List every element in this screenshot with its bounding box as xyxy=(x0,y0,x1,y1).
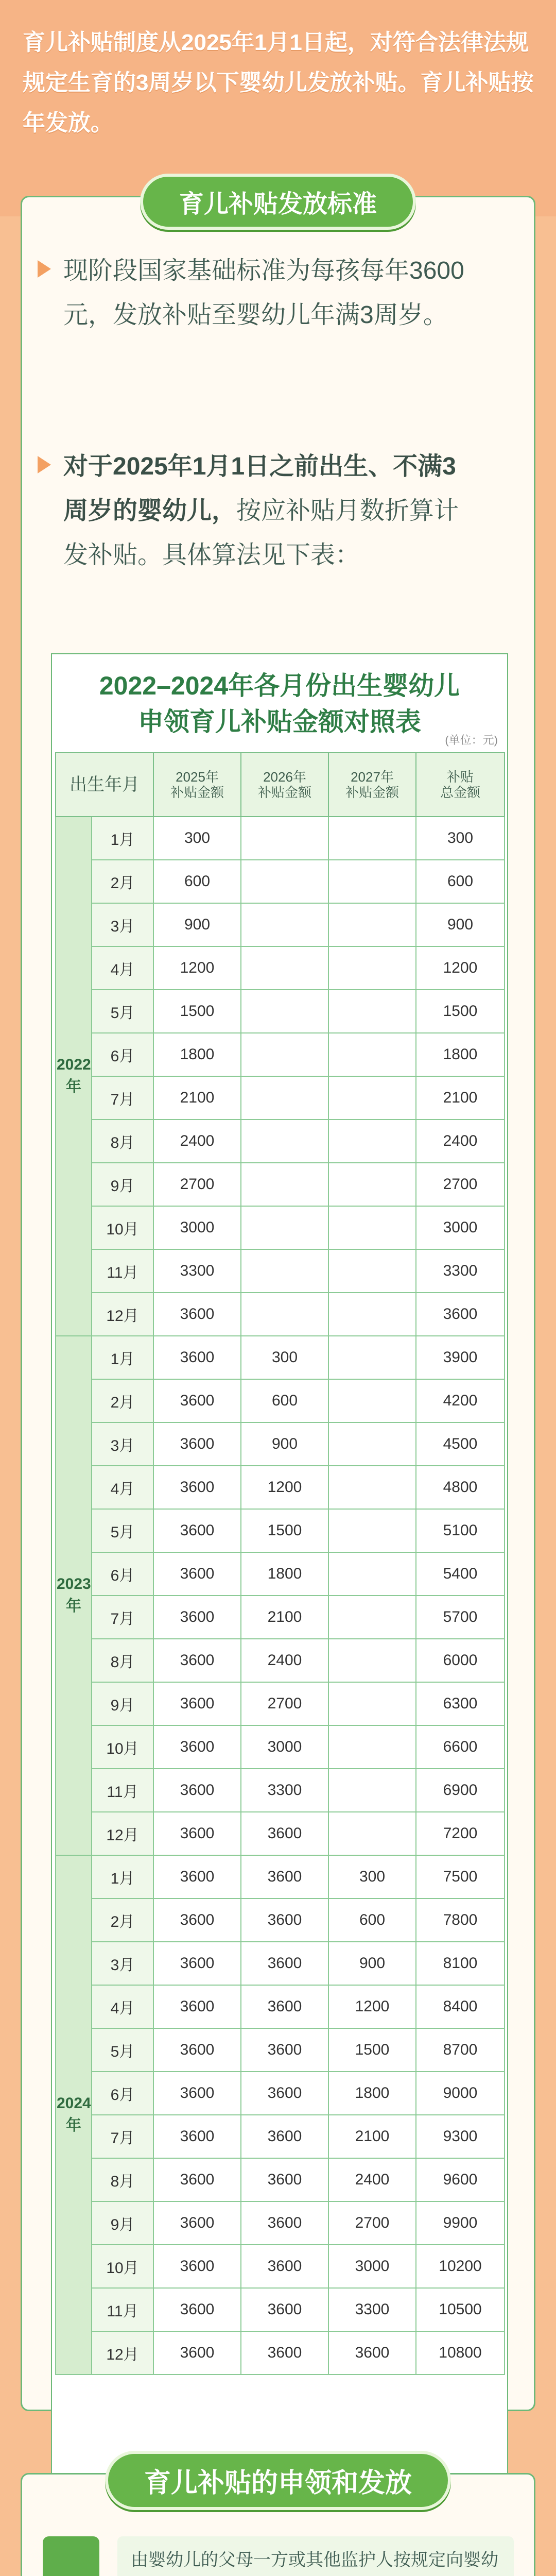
total-cell: 5400 xyxy=(416,1552,505,1596)
amount-2025-cell: 900 xyxy=(153,903,241,946)
table-row xyxy=(56,1120,505,1163)
total-cell: 6900 xyxy=(416,1769,505,1812)
standard-bullet-2-bold: 对于2025年1月1日之前出生、不满3周岁的婴幼儿， xyxy=(63,453,456,524)
amount-2026-cell: 900 xyxy=(241,1422,328,1466)
amount-2026-cell xyxy=(241,903,328,946)
amount-2025-cell: 3600 xyxy=(153,1509,241,1552)
amount-2026-cell xyxy=(241,1249,328,1293)
month-cell: 5月 xyxy=(92,990,153,1033)
table-row xyxy=(56,1163,505,1206)
amount-2027-cell: 2700 xyxy=(328,2201,416,2245)
apply-section xyxy=(21,2468,535,2576)
amount-2026-cell: 300 xyxy=(241,1336,328,1379)
month-cell: 11月 xyxy=(92,2288,153,2331)
month-cell: 12月 xyxy=(92,1293,153,1336)
month-cell: 9月 xyxy=(92,1163,153,1206)
month-cell: 6月 xyxy=(92,2072,153,2115)
intro-text: 育儿补贴制度从2025年1月1日起，对符合法律法规规定生育的3周岁以下婴幼儿发放补贴。育儿补贴按年发放。 xyxy=(23,30,534,135)
amount-2027-cell: 900 xyxy=(328,1942,416,1985)
triangle-bullet-icon xyxy=(38,260,51,278)
amount-2027-cell: 300 xyxy=(328,1855,416,1899)
apply-title: 育儿补贴的申领和发放 xyxy=(105,2451,451,2510)
amount-2025-cell: 3600 xyxy=(153,2288,241,2331)
subsidy-table xyxy=(55,752,505,2375)
month-cell: 3月 xyxy=(92,1422,153,1466)
amount-2025-cell: 1200 xyxy=(153,946,241,990)
header-total: 补贴 总金额 xyxy=(416,753,505,817)
table-row xyxy=(56,817,505,860)
amount-2025-cell: 1800 xyxy=(153,1033,241,1076)
month-cell: 1月 xyxy=(92,1336,153,1379)
month-cell: 4月 xyxy=(92,1466,153,1509)
amount-2025-cell: 2100 xyxy=(153,1076,241,1120)
total-cell: 3000 xyxy=(416,1206,505,1249)
amount-2027-cell xyxy=(328,1725,416,1769)
amount-2025-cell: 3600 xyxy=(153,2028,241,2072)
amount-2026-cell: 3600 xyxy=(241,1985,328,2028)
total-cell: 6600 xyxy=(416,1725,505,1769)
amount-2025-cell: 3600 xyxy=(153,2245,241,2288)
amount-2025-cell: 3600 xyxy=(153,1855,241,1899)
amount-2027-cell xyxy=(328,1336,416,1379)
total-cell: 9900 xyxy=(416,2201,505,2245)
amount-2026-cell: 3000 xyxy=(241,1725,328,1769)
amount-2025-cell: 3000 xyxy=(153,1206,241,1249)
table-row xyxy=(56,2115,505,2158)
total-cell: 4500 xyxy=(416,1422,505,1466)
header-2026: 2026年 补贴金额 xyxy=(241,753,328,817)
amount-2025-cell: 3600 xyxy=(153,1422,241,1466)
amount-2026-cell: 3600 xyxy=(241,1899,328,1942)
month-cell: 4月 xyxy=(92,1985,153,2028)
total-cell: 7500 xyxy=(416,1855,505,1899)
table-row xyxy=(56,2028,505,2072)
month-cell: 4月 xyxy=(92,946,153,990)
amount-2027-cell xyxy=(328,1596,416,1639)
table-row xyxy=(56,1509,505,1552)
amount-2025-cell: 3600 xyxy=(153,1942,241,1985)
table-row xyxy=(56,1293,505,1336)
amount-2025-cell: 3600 xyxy=(153,1682,241,1725)
month-cell: 1月 xyxy=(92,817,153,860)
table-title xyxy=(52,668,507,740)
amount-2026-cell xyxy=(241,817,328,860)
total-cell: 5700 xyxy=(416,1596,505,1639)
table-row xyxy=(56,1033,505,1076)
table-row xyxy=(56,2201,505,2245)
amount-2026-cell: 1200 xyxy=(241,1466,328,1509)
standard-bullet-2 xyxy=(63,445,475,578)
amount-2027-cell xyxy=(328,1422,416,1466)
table-row xyxy=(56,2331,505,2375)
amount-2026-cell: 2400 xyxy=(241,1639,328,1682)
month-cell: 11月 xyxy=(92,1249,153,1293)
table-row xyxy=(56,1899,505,1942)
amount-2025-cell: 3600 xyxy=(153,1639,241,1682)
table-title-line-1: 2022–2024年各月份出生婴幼儿 xyxy=(99,671,460,700)
amount-2025-cell: 1500 xyxy=(153,990,241,1033)
apply-tab xyxy=(43,2536,99,2576)
table-row xyxy=(56,903,505,946)
amount-2026-cell: 1500 xyxy=(241,1509,328,1552)
total-cell: 3900 xyxy=(416,1336,505,1379)
month-cell: 10月 xyxy=(92,1725,153,1769)
year-cell: 2023 年 xyxy=(56,1336,92,1855)
month-cell: 7月 xyxy=(92,2115,153,2158)
amount-2025-cell: 3600 xyxy=(153,1596,241,1639)
amount-2027-cell xyxy=(328,1509,416,1552)
amount-2027-cell xyxy=(328,1033,416,1076)
total-cell: 4800 xyxy=(416,1466,505,1509)
amount-2026-cell xyxy=(241,1033,328,1076)
amount-2027-cell xyxy=(328,903,416,946)
total-cell: 7800 xyxy=(416,1899,505,1942)
amount-2026-cell: 600 xyxy=(241,1379,328,1422)
total-cell: 7200 xyxy=(416,1812,505,1855)
amount-2026-cell xyxy=(241,1120,328,1163)
amount-2027-cell: 3300 xyxy=(328,2288,416,2331)
table-row xyxy=(56,1422,505,1466)
amount-2026-cell xyxy=(241,1163,328,1206)
month-cell: 2月 xyxy=(92,1899,153,1942)
standard-bullet-2-text: 按应补贴月数折算计发补贴。具体算法见下表： xyxy=(63,497,459,569)
amount-2026-cell xyxy=(241,1206,328,1249)
amount-2027-cell xyxy=(328,1120,416,1163)
total-cell: 5100 xyxy=(416,1509,505,1552)
amount-2025-cell: 3600 xyxy=(153,1293,241,1336)
month-cell: 7月 xyxy=(92,1596,153,1639)
amount-2026-cell: 2100 xyxy=(241,1596,328,1639)
total-cell: 2700 xyxy=(416,1163,505,1206)
month-cell: 5月 xyxy=(92,2028,153,2072)
table-row xyxy=(56,1682,505,1725)
month-cell: 8月 xyxy=(92,1120,153,1163)
table-row xyxy=(56,1466,505,1509)
table-row xyxy=(56,990,505,1033)
standard-bullet-1 xyxy=(63,249,475,337)
standard-section xyxy=(21,191,535,2411)
total-cell: 2400 xyxy=(416,1120,505,1163)
amount-2026-cell xyxy=(241,1076,328,1120)
amount-2026-cell: 3600 xyxy=(241,2245,328,2288)
amount-2026-cell: 3600 xyxy=(241,2201,328,2245)
amount-2027-cell xyxy=(328,1769,416,1812)
amount-2026-cell: 3600 xyxy=(241,2288,328,2331)
table-row xyxy=(56,1812,505,1855)
total-cell: 10800 xyxy=(416,2331,505,2375)
table-row xyxy=(56,2245,505,2288)
table-title-line-2: 申领育儿补贴金额对照表 xyxy=(138,707,421,736)
amount-2026-cell: 3600 xyxy=(241,2072,328,2115)
amount-2025-cell: 3600 xyxy=(153,1466,241,1509)
header-2027: 2027年 补贴金额 xyxy=(328,753,416,817)
amount-2026-cell: 3600 xyxy=(241,1812,328,1855)
table-row xyxy=(56,946,505,990)
month-cell: 10月 xyxy=(92,2245,153,2288)
amount-2027-cell xyxy=(328,860,416,903)
year-cell: 2024 年 xyxy=(56,1855,92,2375)
table-row xyxy=(56,1552,505,1596)
amount-2026-cell xyxy=(241,946,328,990)
total-cell: 1800 xyxy=(416,1033,505,1076)
amount-2027-cell: 1800 xyxy=(328,2072,416,2115)
table-row xyxy=(56,1249,505,1293)
month-cell: 2月 xyxy=(92,1379,153,1422)
amount-2027-cell: 2100 xyxy=(328,2115,416,2158)
month-cell: 9月 xyxy=(92,2201,153,2245)
amount-2026-cell: 3600 xyxy=(241,2331,328,2375)
table-row xyxy=(56,1639,505,1682)
amount-2027-cell xyxy=(328,1206,416,1249)
amount-2027-cell xyxy=(328,1249,416,1293)
year-cell: 2022 年 xyxy=(56,817,92,1336)
amount-2026-cell xyxy=(241,1293,328,1336)
total-cell: 10500 xyxy=(416,2288,505,2331)
table-row xyxy=(56,2288,505,2331)
total-cell: 8100 xyxy=(416,1942,505,1985)
month-cell: 9月 xyxy=(92,1682,153,1725)
table-row xyxy=(56,1942,505,1985)
total-cell: 9300 xyxy=(416,2115,505,2158)
total-cell: 300 xyxy=(416,817,505,860)
table-row xyxy=(56,1596,505,1639)
amount-2027-cell xyxy=(328,1639,416,1682)
month-cell: 11月 xyxy=(92,1769,153,1812)
total-cell: 8700 xyxy=(416,2028,505,2072)
amount-2025-cell: 3600 xyxy=(153,1769,241,1812)
amount-2027-cell xyxy=(328,1379,416,1422)
total-cell: 3600 xyxy=(416,1293,505,1336)
amount-2026-cell: 2700 xyxy=(241,1682,328,1725)
standard-title: 育儿补贴发放标准 xyxy=(140,174,416,230)
month-cell: 5月 xyxy=(92,1509,153,1552)
table-row xyxy=(56,2072,505,2115)
table-row xyxy=(56,1855,505,1899)
month-cell: 6月 xyxy=(92,1033,153,1076)
month-cell: 6月 xyxy=(92,1552,153,1596)
table-unit: (单位：元) xyxy=(445,734,498,747)
month-cell: 3月 xyxy=(92,903,153,946)
table-row xyxy=(56,2158,505,2201)
total-cell: 6300 xyxy=(416,1682,505,1725)
month-cell: 10月 xyxy=(92,1206,153,1249)
amount-2026-cell: 3300 xyxy=(241,1769,328,1812)
month-cell: 2月 xyxy=(92,860,153,903)
amount-2027-cell xyxy=(328,1466,416,1509)
subsidy-table-panel xyxy=(51,653,508,2529)
total-cell: 2100 xyxy=(416,1076,505,1120)
amount-2026-cell: 3600 xyxy=(241,2158,328,2201)
total-cell: 9000 xyxy=(416,2072,505,2115)
month-cell: 3月 xyxy=(92,1942,153,1985)
table-row xyxy=(56,1725,505,1769)
amount-2025-cell: 3600 xyxy=(153,2201,241,2245)
total-cell: 900 xyxy=(416,903,505,946)
table-row xyxy=(56,1076,505,1120)
table-header-row xyxy=(56,753,505,817)
amount-2027-cell xyxy=(328,817,416,860)
table-row xyxy=(56,1206,505,1249)
amount-2025-cell: 3600 xyxy=(153,1336,241,1379)
amount-2025-cell: 3600 xyxy=(153,2331,241,2375)
total-cell: 1500 xyxy=(416,990,505,1033)
amount-2025-cell: 3600 xyxy=(153,1812,241,1855)
apply-info-1: 由婴幼儿的父母一方或其他监护人按规定向婴幼 xyxy=(117,2536,514,2576)
amount-2027-cell: 2400 xyxy=(328,2158,416,2201)
amount-2026-cell: 1800 xyxy=(241,1552,328,1596)
total-cell: 6000 xyxy=(416,1639,505,1682)
month-cell: 8月 xyxy=(92,1639,153,1682)
amount-2026-cell xyxy=(241,860,328,903)
amount-2027-cell xyxy=(328,1552,416,1596)
amount-2027-cell xyxy=(328,1163,416,1206)
table-row xyxy=(56,1379,505,1422)
amount-2026-cell: 3600 xyxy=(241,1942,328,1985)
amount-2025-cell: 3600 xyxy=(153,1379,241,1422)
month-cell: 1月 xyxy=(92,1855,153,1899)
header-birth-month: 出生年月 xyxy=(56,753,153,817)
amount-2026-cell: 3600 xyxy=(241,2028,328,2072)
amount-2025-cell: 3600 xyxy=(153,1899,241,1942)
total-cell: 9600 xyxy=(416,2158,505,2201)
amount-2026-cell xyxy=(241,990,328,1033)
total-cell: 8400 xyxy=(416,1985,505,2028)
amount-2027-cell: 600 xyxy=(328,1899,416,1942)
amount-2027-cell xyxy=(328,1682,416,1725)
triangle-bullet-icon xyxy=(38,456,51,473)
amount-2027-cell xyxy=(328,946,416,990)
amount-2027-cell xyxy=(328,1076,416,1120)
amount-2025-cell: 2700 xyxy=(153,1163,241,1206)
total-cell: 1200 xyxy=(416,946,505,990)
amount-2025-cell: 3600 xyxy=(153,2158,241,2201)
month-cell: 12月 xyxy=(92,1812,153,1855)
header-2025: 2025年 补贴金额 xyxy=(153,753,241,817)
table-row xyxy=(56,860,505,903)
amount-2027-cell: 3000 xyxy=(328,2245,416,2288)
amount-2025-cell: 300 xyxy=(153,817,241,860)
amount-2026-cell: 3600 xyxy=(241,1855,328,1899)
amount-2027-cell xyxy=(328,1812,416,1855)
table-row xyxy=(56,1985,505,2028)
amount-2025-cell: 2400 xyxy=(153,1120,241,1163)
amount-2027-cell: 1200 xyxy=(328,1985,416,2028)
amount-2025-cell: 3600 xyxy=(153,1985,241,2028)
amount-2027-cell: 3600 xyxy=(328,2331,416,2375)
amount-2025-cell: 3600 xyxy=(153,1725,241,1769)
amount-2025-cell: 3600 xyxy=(153,2115,241,2158)
amount-2027-cell xyxy=(328,990,416,1033)
total-cell: 4200 xyxy=(416,1379,505,1422)
table-row xyxy=(56,1336,505,1379)
month-cell: 7月 xyxy=(92,1076,153,1120)
table-row xyxy=(56,1769,505,1812)
total-cell: 10200 xyxy=(416,2245,505,2288)
total-cell: 3300 xyxy=(416,1249,505,1293)
month-cell: 12月 xyxy=(92,2331,153,2375)
amount-2027-cell: 1500 xyxy=(328,2028,416,2072)
amount-2027-cell xyxy=(328,1293,416,1336)
amount-2025-cell: 3300 xyxy=(153,1249,241,1293)
amount-2026-cell: 3600 xyxy=(241,2115,328,2158)
amount-2025-cell: 3600 xyxy=(153,2072,241,2115)
amount-2025-cell: 600 xyxy=(153,860,241,903)
standard-bullet-1-text: 现阶段国家基础标准为每孩每年3600元，发放补贴至婴幼儿年满3周岁。 xyxy=(63,257,464,329)
amount-2025-cell: 3600 xyxy=(153,1552,241,1596)
total-cell: 600 xyxy=(416,860,505,903)
month-cell: 8月 xyxy=(92,2158,153,2201)
